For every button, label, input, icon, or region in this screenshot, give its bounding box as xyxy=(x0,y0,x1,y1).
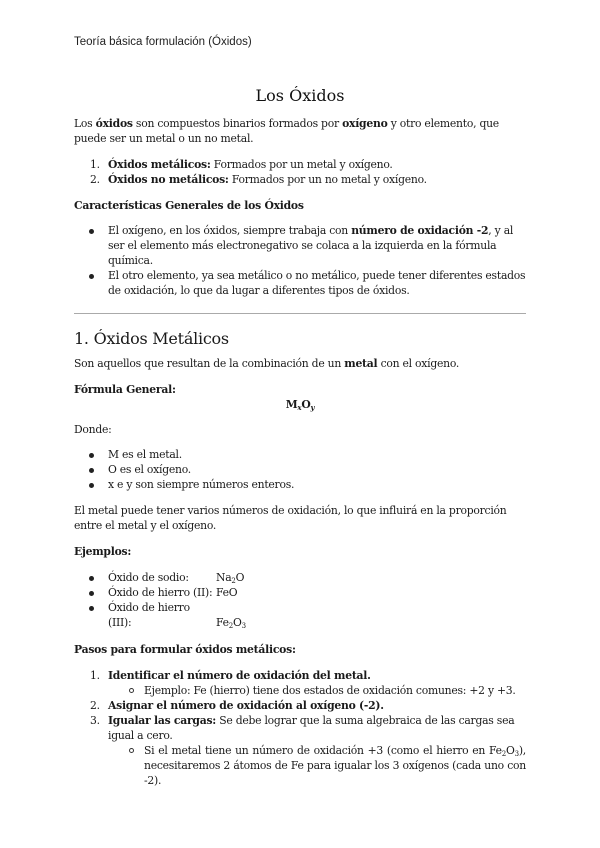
bullet-icon xyxy=(89,591,94,596)
list-item: M es el metal. xyxy=(74,447,526,462)
intro-paragraph: Los óxidos son compuestos binarios formados por oxígeno y otro elemento, que puede ser un metal o un no metal. xyxy=(74,117,499,145)
examples-list xyxy=(74,570,526,630)
horizontal-divider xyxy=(74,313,526,314)
general-formula: $M_xO_y$ xyxy=(285,398,315,412)
section-heading: 1. Óxidos Metálicos xyxy=(74,329,229,348)
list-item: 1. Óxidos metálicos: Formados por un metal y oxígeno. xyxy=(90,158,393,171)
list-item: Óxido de sodio: $Na_2O$ xyxy=(74,570,526,585)
oxidation-note: El metal puede tener varios números de oxidación, lo que influirá en la proporción entre el metal y el oxígeno. xyxy=(74,504,507,532)
document-body xyxy=(74,116,526,788)
sub-list-item: Ejemplo: Fe (hierro) tiene dos estados de oxidación comunes: +2 y +3. xyxy=(74,683,526,698)
page-header: Teoría básica formulación (Óxidos) xyxy=(74,36,252,48)
oxide-types-list xyxy=(74,157,526,187)
bullet-icon xyxy=(89,606,94,611)
bullet-icon xyxy=(89,468,94,473)
bullet-icon xyxy=(89,274,94,279)
list-item: 3. Igualar las cargas: Se debe lograr que la suma algebraica de las cargas sea igual a cero. xyxy=(90,714,515,742)
list-item: 1. Identificar el número de oxidación del metal. xyxy=(90,669,371,682)
section-intro: Son aquellos que resultan de la combinación de un metal con el oxígeno. xyxy=(74,357,460,370)
sub-list-item: Si el metal tiene un número de oxidación +3 (como el hierro en $Fe_2O_3$), necesitaremos 2 átomos de Fe para igualar los 3 oxígenos (cada uno con -2). xyxy=(74,743,526,788)
bullet-icon xyxy=(89,229,94,234)
donde-label: Donde: xyxy=(74,423,112,436)
steps-heading: Pasos para formular óxidos metálicos: xyxy=(74,643,296,656)
list-item: x e y son siempre números enteros. xyxy=(74,477,526,492)
formula-heading: Fórmula General: xyxy=(74,383,176,396)
list-item: Óxido de hierro (II): FeO xyxy=(74,585,526,600)
list-item: El otro elemento, ya sea metálico o no metálico, puede tener diferentes estados de oxidación, lo que da lugar a diferentes tipos de óxidos. xyxy=(74,268,526,298)
list-item: 2. Asignar el número de oxidación al oxígeno (-2). xyxy=(90,699,384,712)
circle-bullet-icon xyxy=(129,748,134,753)
list-item: 2. Óxidos no metálicos: Formados por un no metal y oxígeno. xyxy=(90,173,427,186)
where-list xyxy=(74,447,526,492)
list-item: O es el oxígeno. xyxy=(74,462,526,477)
steps-list xyxy=(74,668,526,788)
circle-bullet-icon xyxy=(129,688,134,693)
list-item: El oxígeno, en los óxidos, siempre trabaja con número de oxidación -2, y al ser el elemento más electronegativo se colaca a la izquierda en la fórmula química. xyxy=(74,223,526,268)
bullet-icon xyxy=(89,453,94,458)
bullet-icon xyxy=(89,483,94,488)
examples-heading: Ejemplos: xyxy=(74,545,132,558)
characteristics-heading: Características Generales de los Óxidos xyxy=(74,199,304,212)
list-item: Óxido de hierro (III): $Fe_2O_3$ xyxy=(74,600,526,630)
page-title: Los Óxidos xyxy=(255,86,345,105)
bullet-icon xyxy=(89,576,94,581)
characteristics-list xyxy=(74,223,526,298)
